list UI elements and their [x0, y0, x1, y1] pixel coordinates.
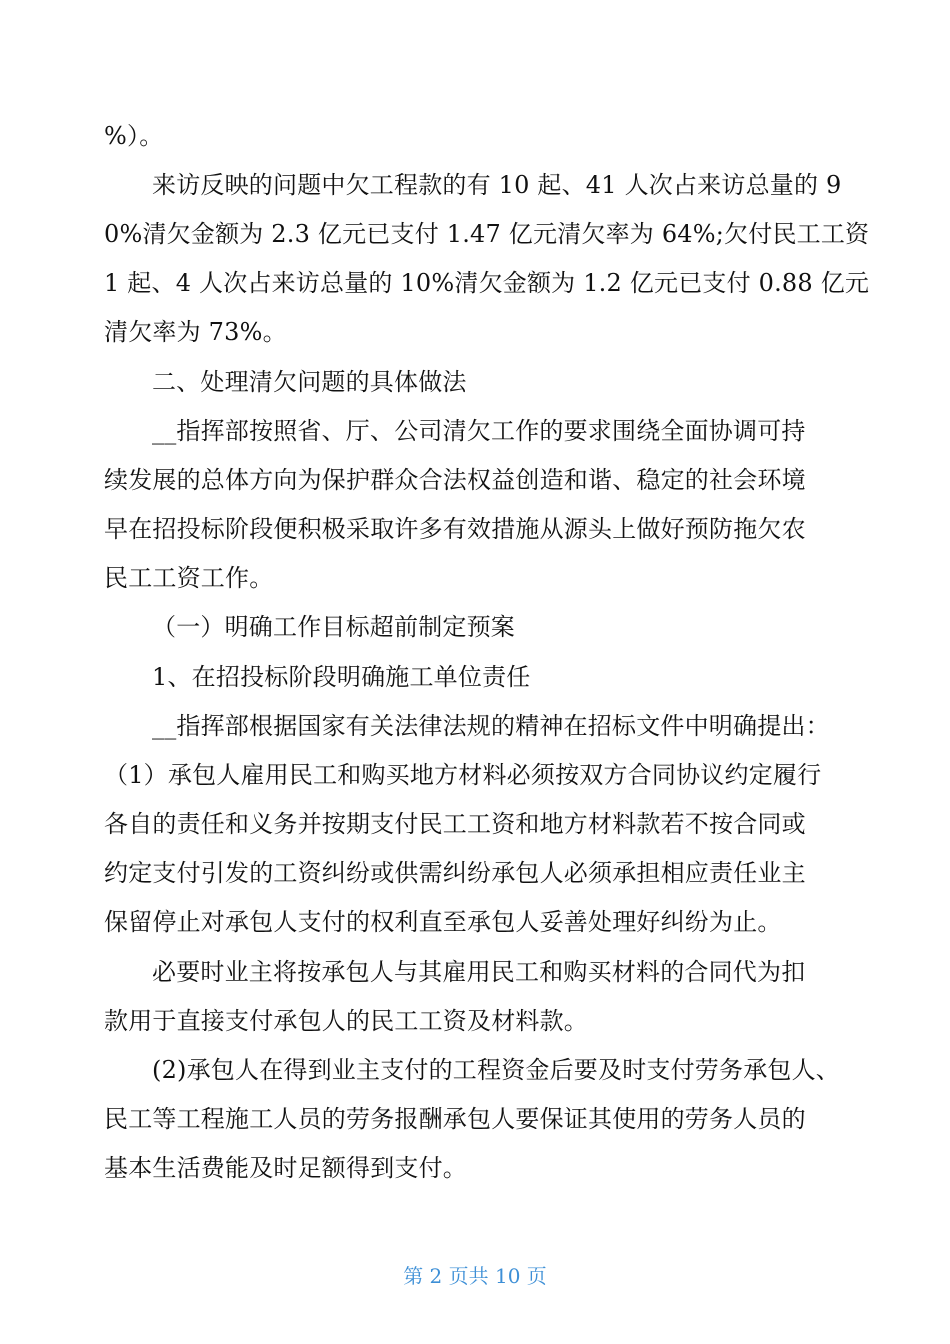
text-line: 民工工资工作。: [104, 564, 274, 592]
text-line: __指挥部按照省、厅、公司清欠工作的要求围绕全面协调可持: [152, 417, 806, 445]
text-line: 续发展的总体方向为保护群众合法权益创造和谐、稳定的社会环境: [104, 466, 806, 494]
page-number-footer: 第 2 页共 10 页: [403, 1264, 547, 1288]
text-line: 款用于直接支付承包人的民工工资及材料款。: [104, 1007, 588, 1035]
text-line: 保留停止对承包人支付的权利直至承包人妥善处理好纠纷为止。: [104, 908, 782, 936]
text-line: 早在招投标阶段便积极采取许多有效措施从源头上做好预防拖欠农: [104, 515, 806, 543]
section-heading: 二、处理清欠问题的具体做法: [152, 368, 467, 396]
text-line: 必要时业主将按承包人与其雇用民工和购买材料的合同代为扣: [152, 958, 806, 986]
item-heading: 1、在招投标阶段明确施工单位责任: [152, 663, 531, 691]
text-line: %）。: [104, 122, 164, 150]
text-line: 1 起、4 人次占来访总量的 10%清欠金额为 1.2 亿元已支付 0.88 亿元: [104, 269, 870, 297]
text-line: （1）承包人雇用民工和购买地方材料必须按双方合同协议约定履行: [104, 761, 822, 789]
text-line: 来访反映的问题中欠工程款的有 10 起、41 人次占来访总量的 9: [152, 171, 842, 199]
text-line: __指挥部根据国家有关法律法规的精神在招标文件中明确提出：: [152, 712, 830, 740]
text-line: 0%清欠金额为 2.3 亿元已支付 1.47 亿元清欠率为 64%;欠付民工工资: [104, 220, 870, 248]
text-line: 约定支付引发的工资纠纷或供需纠纷承包人必须承担相应责任业主: [104, 859, 806, 887]
text-line: 清欠率为 73%。: [104, 318, 287, 346]
text-line: (2)承包人在得到业主支付的工程资金后要及时支付劳务承包人、: [152, 1056, 840, 1084]
subsection-heading: （一）明确工作目标超前制定预案: [152, 613, 515, 641]
text-line: 各自的责任和义务并按期支付民工工资和地方材料款若不按合同或: [104, 810, 806, 838]
text-line: 民工等工程施工人员的劳务报酬承包人要保证其使用的劳务人员的: [104, 1105, 806, 1133]
text-line: 基本生活费能及时足额得到支付。: [104, 1154, 467, 1182]
